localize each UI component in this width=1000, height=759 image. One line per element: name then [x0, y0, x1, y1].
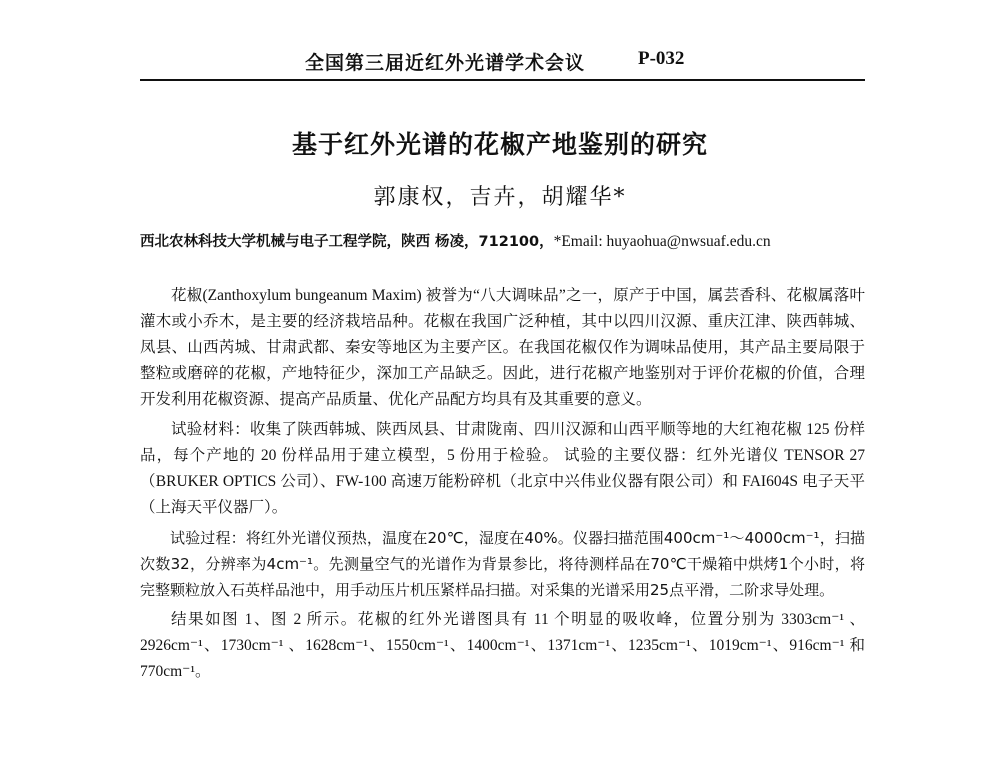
- paragraph-results: 结果如图 1、图 2 所示。花椒的红外光谱图具有 11 个明显的吸收峰，位置分别为 3303cm⁻¹ 、2926cm⁻¹、1730cm⁻¹ 、1628cm⁻¹、1550cm⁻¹、1400cm⁻¹、1371cm⁻¹、1235cm⁻¹、1019cm⁻¹、916cm⁻¹ 和 770cm⁻¹。: [140, 611, 865, 680]
- paragraph-materials: 试验材料：收集了陕西韩城、陕西凤县、甘肃陇南、四川汉源和山西平顺等地的大红袍花椒 125 份样品，每个产地的 20 份样品用于建立模型，5 份用于检验。 试验的主要仪器：红外光谱仪 TENSOR 27（BRUKER OPTICS 公司）、FW-100 高速万能粉碎机（北京中兴伟业仪器有限公司）和 FAI604S 电子天平（上海天平仪器厂）。: [140, 421, 865, 516]
- running-header: [140, 48, 865, 78]
- affiliation: [140, 230, 865, 251]
- affiliation-org: 西北农林科技大学机械与电子工程学院，陕西 杨凌，712100，: [140, 234, 554, 250]
- conference-name: 全国第三届近红外光谱学术会议: [305, 52, 586, 74]
- paragraph-procedure: 试验过程：将红外光谱仪预热，温度在20℃，湿度在40%。仪器扫描范围400cm⁻¹～4000cm⁻¹，扫描次数32，分辨率为4cm⁻¹。先测量空气的光谱作为背景参比，将待测样品在70℃干燥箱中烘烤1个小时，将完整颗粒放入石英样品池中，用手动压片机压紧样品扫描。对采集的光谱采用25点平滑，二阶求导处理。: [140, 529, 865, 599]
- author-list: 郭康权，吉卉，胡耀华*: [373, 185, 627, 210]
- paper-code: P-032: [638, 48, 685, 69]
- paper-body: [140, 283, 865, 685]
- paragraph-intro: 花椒(Zanthoxylum bungeanum Maxim) 被誉为“八大调味品”之一，原产于中国，属芸香科、花椒属落叶灌木或小乔木，是主要的经济栽培品种。花椒在我国广泛种植，其中以四川汉源、重庆江津、陕西韩城、凤县、山西芮城、甘肃武都、秦安等地区为主要产区。在我国花椒仅作为调味品使用，其产品主要局限于整粒或磨碎的花椒，产地特征少，深加工产品缺乏。因此，进行花椒产地鉴别对于评价花椒的价值，合理开发利用花椒资源、提高产品质量、优化产品配方均具有及其重要的意义。: [140, 287, 865, 408]
- header-rule: [140, 79, 865, 81]
- affiliation-email: *Email: huyaohua@nwsuaf.edu.cn: [553, 233, 771, 250]
- paper-title: 基于红外光谱的花椒产地鉴别的研究: [291, 130, 708, 159]
